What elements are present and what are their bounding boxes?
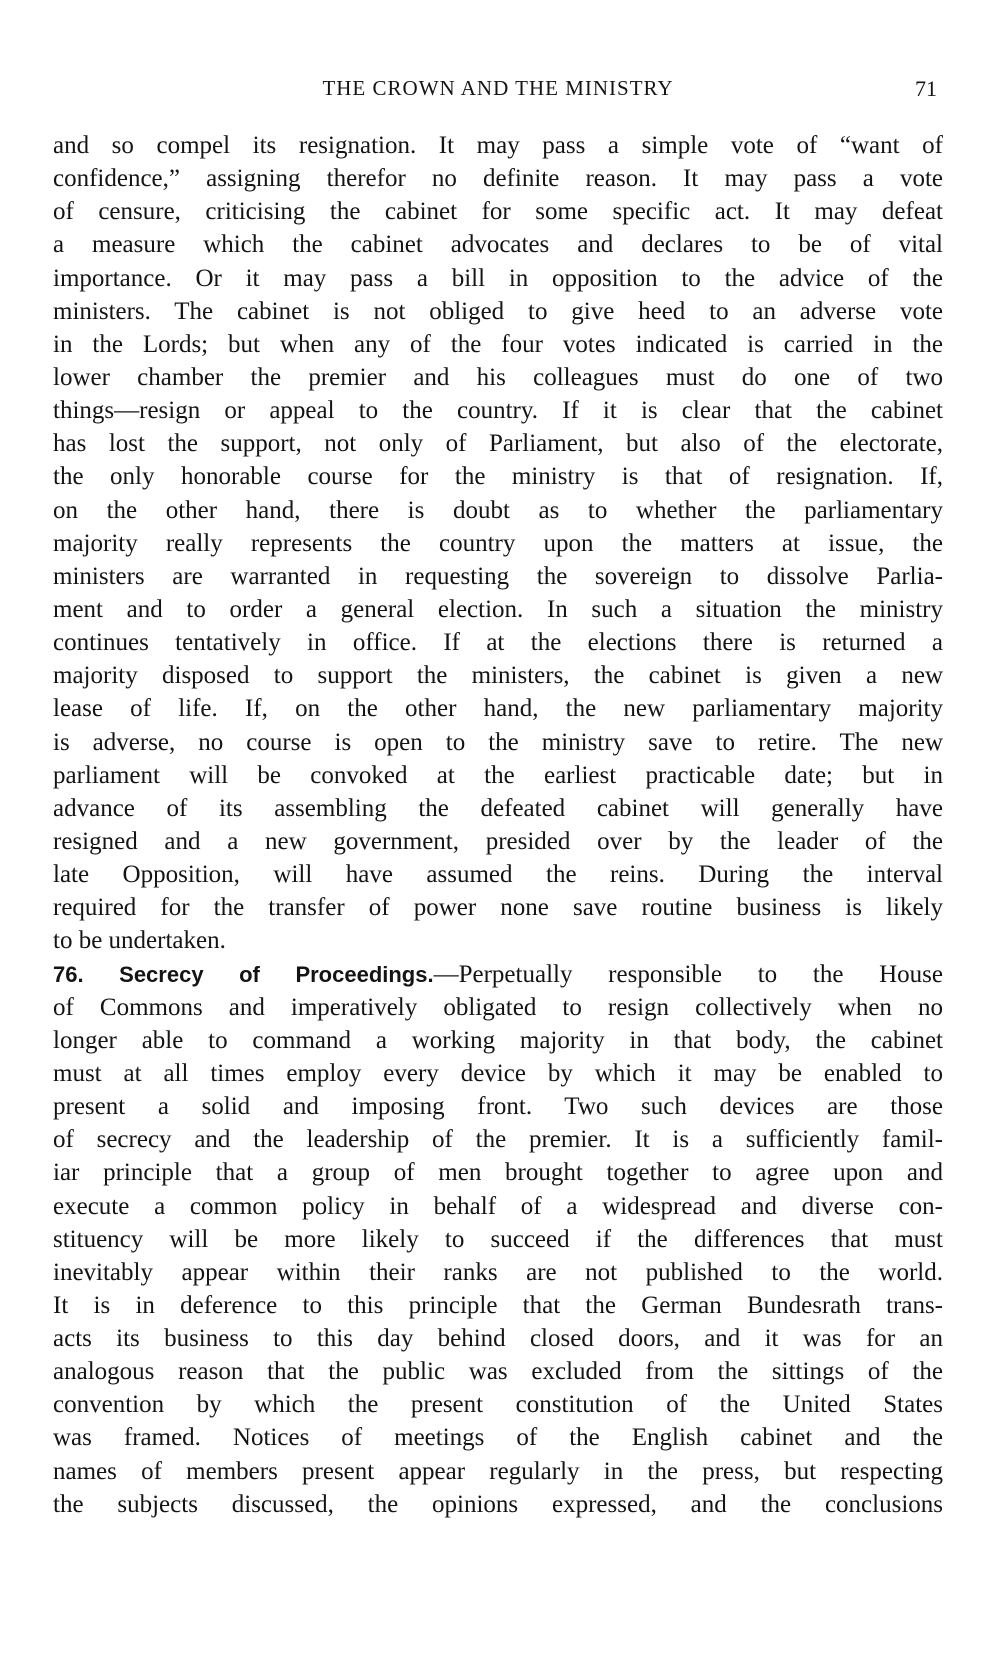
page-number: 71 bbox=[915, 76, 937, 101]
text-line: the subjects discussed, the opinions expressed, and the conclusions bbox=[53, 1490, 943, 1518]
text-line: majority disposed to support the ministers, the cabinet is given a new bbox=[53, 662, 943, 690]
text-line: execute a common policy in behalf of a widespread and diverse con- bbox=[53, 1192, 943, 1220]
section-76 bbox=[53, 958, 943, 1521]
text-line: convention by which the present constitution of the United States bbox=[53, 1391, 943, 1419]
text-line: ministers are warranted in requesting the sovereign to dissolve Parlia- bbox=[53, 562, 943, 590]
text-line: things—resign or appeal to the country. If it is clear that the cabinet bbox=[53, 397, 943, 425]
text-line: required for the transfer of power none save routine business is likely bbox=[53, 894, 943, 922]
text-line: It is in deference to this principle that the German Bundesrath trans- bbox=[53, 1291, 943, 1319]
paragraph-continuation bbox=[53, 129, 943, 958]
text-line: majority really represents the country upon the matters at issue, the bbox=[53, 529, 943, 557]
body-text bbox=[53, 129, 943, 1521]
text-line: ministers. The cabinet is not obliged to give heed to an adverse vote bbox=[53, 297, 943, 325]
section-heading: 76. Secrecy of Proceedings. bbox=[53, 961, 434, 987]
text-line: present a solid and imposing front. Two such devices are those bbox=[53, 1093, 943, 1121]
text-line: and so compel its resignation. It may pass a simple vote of “want of bbox=[53, 132, 943, 159]
text-line: iar principle that a group of men brought together to agree upon and bbox=[53, 1159, 943, 1187]
text-line: continues tentatively in office. If at the elections there is returned a bbox=[53, 629, 943, 657]
text-line: names of members present appear regularly in the press, but respecting bbox=[53, 1457, 943, 1485]
text-line: must at all times employ every device by which it may be enabled to bbox=[53, 1059, 943, 1087]
text-line: was framed. Notices of meetings of the English cabinet and the bbox=[53, 1424, 943, 1452]
text-line: of Commons and imperatively obligated to resign collectively when no bbox=[53, 993, 943, 1021]
section-first-line bbox=[53, 958, 943, 991]
text-line: acts its business to this day behind closed doors, and it was for an bbox=[53, 1325, 943, 1353]
section-first-line-text: —Perpetually responsible to the House bbox=[433, 960, 943, 988]
text-line: resigned and a new government, presided over by the leader of the bbox=[53, 827, 943, 855]
text-line: confidence,” assigning therefor no definite reason. It may pass a vote bbox=[53, 165, 943, 193]
text-line: of censure, criticising the cabinet for some specific act. It may defeat bbox=[53, 198, 943, 226]
running-header bbox=[53, 76, 943, 106]
text-line: has lost the support, not only of Parliament, but also of the electorate, bbox=[53, 430, 943, 458]
chapter-running-title: THE CROWN AND THE MINISTRY bbox=[322, 76, 674, 100]
text-line: importance. Or it may pass a bill in opposition to the advice of the bbox=[53, 264, 943, 292]
text-line: to be undertaken. bbox=[53, 927, 226, 955]
text-line: of secrecy and the leadership of the premier. It is a sufficiently famil- bbox=[53, 1126, 943, 1154]
text-line: ment and to order a general election. In such a situation the ministry bbox=[53, 595, 943, 623]
text-line: is adverse, no course is open to the ministry save to retire. The new bbox=[53, 728, 943, 756]
text-line: lower chamber the premier and his colleagues must do one of two bbox=[53, 363, 943, 391]
text-line: lease of life. If, on the other hand, the new parliamentary majority bbox=[53, 695, 943, 723]
text-line: on the other hand, there is doubt as to whether the parliamentary bbox=[53, 496, 943, 524]
text-line: parliament will be convoked at the earliest practicable date; but in bbox=[53, 761, 943, 789]
text-line: longer able to command a working majority in that body, the cabinet bbox=[53, 1026, 943, 1054]
text-line: inevitably appear within their ranks are not published to the world. bbox=[53, 1258, 943, 1286]
text-line: late Opposition, will have assumed the reins. During the interval bbox=[53, 861, 943, 889]
text-line: a measure which the cabinet advocates and declares to be of vital bbox=[53, 231, 943, 259]
text-line: in the Lords; but when any of the four votes indicated is carried in the bbox=[53, 330, 943, 358]
text-line: stituency will be more likely to succeed if the differences that must bbox=[53, 1225, 943, 1253]
text-line: advance of its assembling the defeated cabinet will generally have bbox=[53, 794, 943, 822]
text-line: the only honorable course for the ministry is that of resignation. If, bbox=[53, 463, 943, 491]
text-line: analogous reason that the public was excluded from the sittings of the bbox=[53, 1358, 943, 1386]
